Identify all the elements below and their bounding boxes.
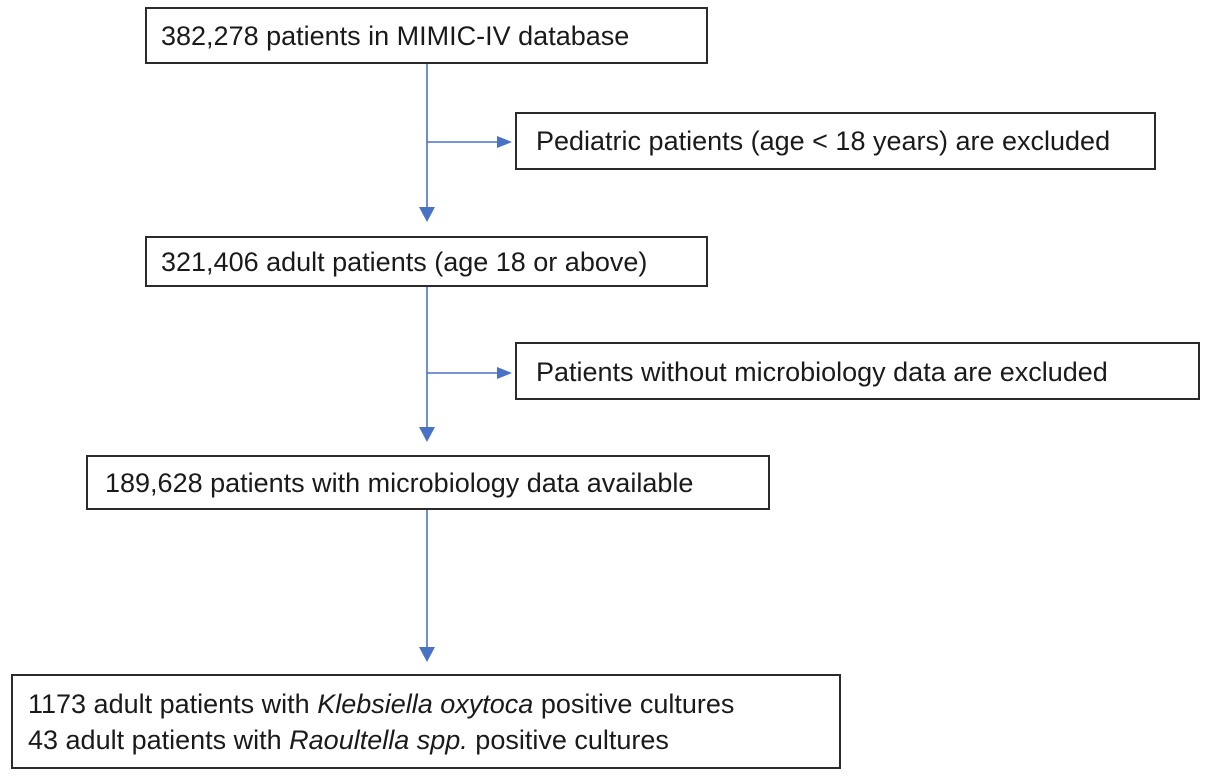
node-adult-patients-text: 321,406 adult patients (age 18 or above) (161, 247, 648, 277)
node-total-patients-text: 382,278 patients in MIMIC-IV database (161, 21, 630, 51)
node-exclusion-pediatric-text: Pediatric patients (age < 18 years) are excluded (536, 126, 1111, 156)
node-final-cohort (11, 674, 841, 769)
arrowhead-micro-exclusion (497, 367, 512, 379)
node-exclusion-no-microbiology-text: Patients without microbiology data are excluded (536, 357, 1108, 387)
final-line2-prefix: 43 adult patients with (28, 725, 290, 755)
organism-raoultella-spp: Raoultella spp. (289, 725, 468, 755)
node-exclusion-pediatric (515, 112, 1156, 170)
node-microbiology-available (86, 455, 770, 510)
node-total-patients (145, 7, 708, 64)
arrowhead-pediatric-exclusion (497, 136, 512, 148)
final-line2-suffix: positive cultures (467, 725, 669, 755)
final-line-raoultella (28, 722, 839, 758)
node-adult-patients (145, 236, 708, 287)
final-line-klebsiella (28, 686, 839, 722)
node-microbiology-available-text: 189,628 patients with microbiology data available (105, 468, 694, 498)
arrowhead-adults (419, 207, 435, 222)
final-line1-suffix: positive cultures (533, 689, 735, 719)
arrowhead-micro (419, 427, 435, 442)
arrowhead-final (419, 647, 435, 662)
organism-klebsiella-oxytoca: Klebsiella oxytoca (317, 689, 534, 719)
final-line1-prefix: 1173 adult patients with (28, 689, 318, 719)
node-exclusion-no-microbiology (515, 342, 1200, 400)
